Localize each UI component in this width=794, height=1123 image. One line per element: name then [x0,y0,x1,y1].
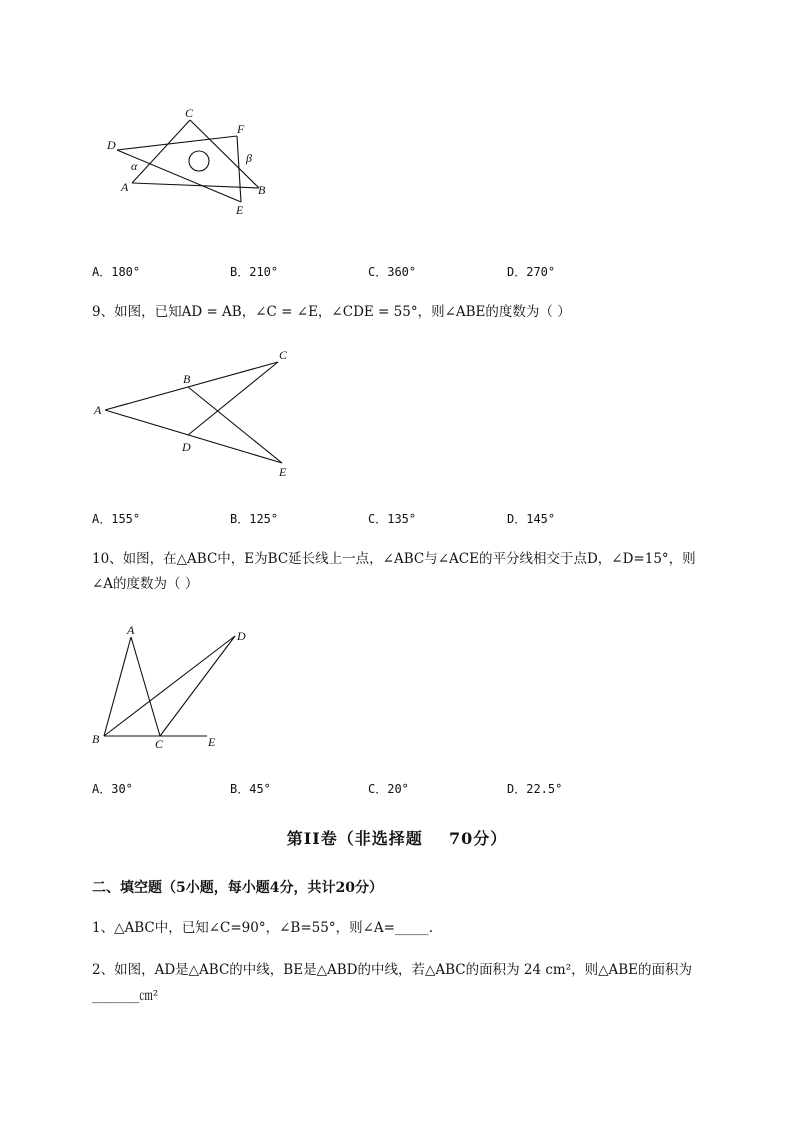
line-DE [117,150,241,202]
q10-option-b: B．45° [230,782,271,796]
line-BE [188,387,282,463]
label-alpha: α [131,159,138,173]
label-A: A [127,623,135,637]
label-C: C [155,737,164,751]
q8-figure [95,100,285,225]
label-E: E [236,203,244,217]
label-D: D [237,629,246,643]
line-CD [160,636,235,736]
q10-question-text-line1: 10、如图，在△ABC中，E为BC延长线上一点，∠ABC与∠ACE的平分线相交于点D，∠D=15°，则 [92,551,696,567]
label-C: C [279,348,288,362]
label-A: A [94,403,102,417]
q10-option-a: A．30° [92,782,133,796]
part-heading: 二、填空题（5小题，每小题4分，共计20分） [92,880,383,896]
line-AC [131,637,160,736]
q9-question-text: 9、如图，已知AD = AB，∠C = ∠E，∠CDE = 55°，则∠ABE的度数为（ ） [92,304,571,320]
q10-option-c: C．20° [368,782,409,796]
q10-figure [88,620,268,755]
q9-option-c: C．135° [368,512,417,526]
label-B: B [92,732,100,746]
label-D: D [182,440,191,454]
q8-option-b: B．210° [230,265,279,279]
line-BA [104,637,131,736]
label-C: C [185,106,194,120]
shape-circle [189,151,209,171]
fill-question-1: 1、△ABC中，已知∠C=90°，∠B=55°，则∠A=_____. [92,920,433,936]
label-E: E [208,735,216,749]
label-B: B [258,183,266,197]
q8-option-d: D．270° [507,265,556,279]
q9-option-b: B．125° [230,512,279,526]
line-AC [132,120,190,183]
q8-option-c: C．360° [368,265,417,279]
q10-question-text-line2: ∠A的度数为（ ） [92,576,199,592]
q9-option-d: D．145° [507,512,556,526]
label-E: E [279,465,287,479]
line-AC [105,362,278,410]
label-F: F [237,122,245,136]
line-BD [104,636,235,736]
q8-option-a: A．180° [92,265,141,279]
label-D: D [107,138,116,152]
fill-question-2-line2: _______㎝² [92,988,159,1004]
fill-question-2-line1: 2、如图，AD是△ABC的中线，BE是△ABD的中线，若△ABC的面积为 24 cm²，则△ABE的面积为 [92,962,693,978]
label-B: B [183,372,191,386]
label-beta: β [246,151,252,165]
q9-option-a: A．155° [92,512,141,526]
q9-figure [90,342,300,482]
q10-option-d: D．22.5° [507,782,563,796]
line-AE [105,410,282,463]
label-A: A [121,180,129,194]
section-title: 第II卷（非选择题 70分） [286,829,508,848]
